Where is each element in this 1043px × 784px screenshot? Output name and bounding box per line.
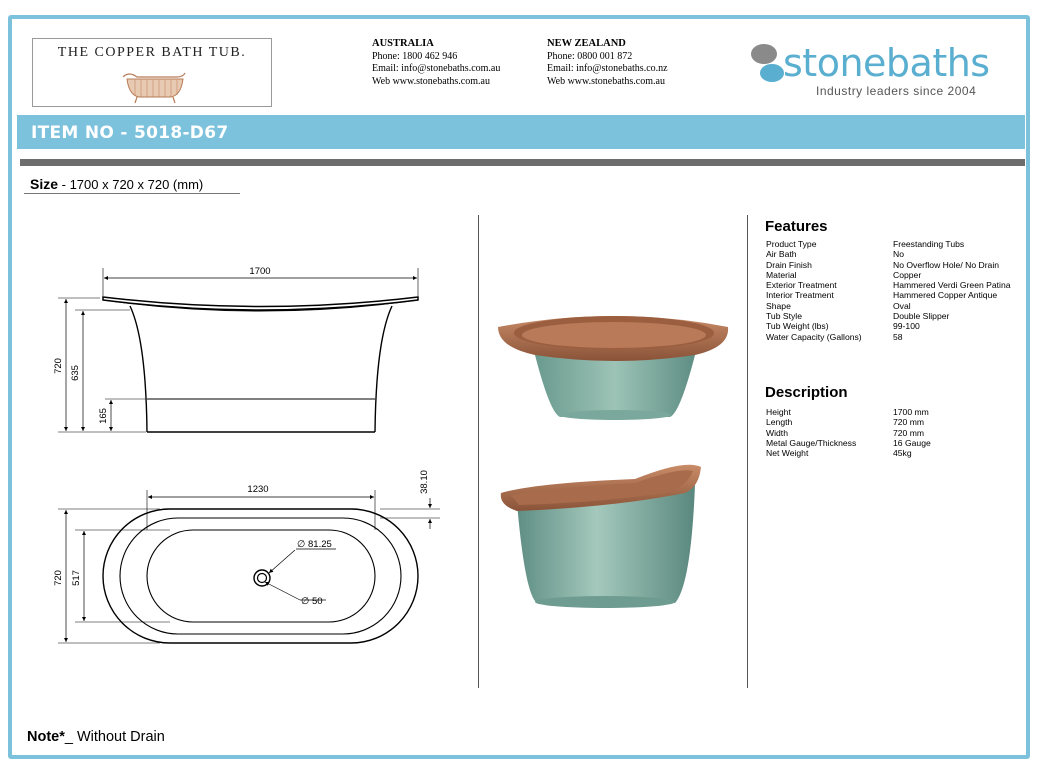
description-key: Net Weight	[766, 448, 809, 459]
contact-phone: Phone: 0800 001 872	[547, 50, 633, 62]
contact-region: AUSTRALIA	[372, 38, 434, 49]
description-row	[766, 417, 931, 427]
size-value: - 1700 x 720 x 720 (mm)	[58, 177, 204, 192]
dim-side-inner: 635	[70, 365, 81, 381]
description-row	[766, 438, 931, 448]
description-title: Description	[765, 384, 848, 401]
contact-new-zealand	[547, 38, 668, 88]
dim-drain-inner: 50	[312, 596, 323, 607]
contact-web: Web www.stonebaths.com.au	[372, 75, 490, 87]
feature-key: Drain Finish	[766, 259, 812, 270]
feature-row	[766, 311, 1011, 321]
feature-value: Double Slipper	[893, 311, 950, 322]
description-value: 720 mm	[893, 417, 925, 428]
description-value: 45kg	[893, 448, 912, 459]
dim-side-base: 165	[98, 408, 109, 424]
feature-key: Material	[766, 269, 797, 280]
description-value: 1700 mm	[893, 407, 929, 417]
feature-row	[766, 260, 1011, 270]
column-divider	[478, 215, 479, 688]
tub-photo-front	[490, 305, 735, 430]
description-key: Metal Gauge/Thickness	[766, 437, 857, 448]
feature-key: Water Capacity (Gallons)	[766, 331, 862, 342]
column-divider	[747, 215, 748, 688]
item-number: ITEM NO - 5018-D67	[31, 123, 229, 143]
feature-key: Shape	[766, 300, 791, 311]
logo-text: THE COPPER BATH TUB.	[57, 45, 247, 60]
description-table	[766, 407, 931, 458]
top-view-drawing	[58, 490, 440, 643]
feature-row	[766, 332, 1011, 342]
stonebaths-wordmark: stonebaths	[783, 41, 990, 85]
feature-value: Hammered Copper Antique	[893, 290, 998, 301]
technical-drawing	[0, 0, 470, 700]
feature-row	[766, 280, 1011, 290]
size-label: Size	[30, 176, 59, 192]
contact-region: NEW ZEALAND	[547, 38, 626, 49]
feature-key: Product Type	[766, 239, 817, 249]
note	[27, 729, 165, 745]
feature-row	[766, 301, 1011, 311]
contact-phone: Phone: 1800 462 946	[372, 50, 458, 62]
feature-value: No Overflow Hole/ No Drain	[893, 259, 1000, 270]
feature-key: Tub Style	[766, 311, 802, 322]
description-key: Length	[766, 417, 793, 428]
dim-side-length: 1700	[249, 266, 271, 277]
note-text: _ Without Drain	[64, 729, 165, 745]
feature-row	[766, 270, 1011, 280]
description-key: Width	[766, 427, 788, 438]
diameter-symbol: ∅	[297, 539, 306, 550]
feature-key: Interior Treatment	[766, 290, 834, 301]
feature-key: Tub Weight (lbs)	[766, 321, 829, 332]
feature-value: Freestanding Tubs	[893, 239, 965, 249]
tub-photo-angle	[495, 455, 735, 615]
feature-value: Oval	[893, 300, 911, 311]
dim-top-width: 720	[53, 570, 64, 586]
feature-value: 99-100	[893, 321, 920, 332]
features-title: Features	[765, 218, 828, 235]
feature-value: No	[893, 249, 904, 260]
diameter-symbol: ∅	[301, 596, 310, 607]
features-table	[766, 239, 1011, 342]
note-label: Note*	[27, 729, 65, 745]
feature-value: Hammered Verdi Green Patina	[893, 280, 1011, 291]
feature-value: 58	[893, 331, 903, 342]
contact-web: Web www.stonebaths.com.au	[547, 75, 665, 87]
description-row	[766, 448, 931, 458]
dim-top-inner-length: 1230	[247, 484, 269, 495]
description-row	[766, 428, 931, 438]
feature-row	[766, 290, 1011, 300]
feature-row	[766, 321, 1011, 331]
contact-email: Email: info@stonebaths.co.nz	[547, 63, 668, 74]
description-value: 16 Gauge	[893, 437, 931, 448]
feature-row	[766, 239, 1011, 249]
description-value: 720 mm	[893, 427, 925, 438]
dim-top-inner-width: 517	[71, 570, 82, 586]
stonebaths-tagline: Industry leaders since 2004	[816, 84, 977, 98]
feature-key: Air Bath	[766, 249, 797, 260]
description-key: Height	[766, 407, 791, 417]
feature-value: Copper	[893, 269, 922, 280]
side-view-drawing	[58, 268, 418, 432]
feature-key: Exterior Treatment	[766, 280, 837, 291]
dim-side-height: 720	[53, 358, 64, 374]
feature-row	[766, 249, 1011, 259]
dim-top-rim: 38.10	[419, 470, 430, 494]
description-row	[766, 407, 931, 417]
dim-drain-outer: 81.25	[308, 539, 332, 550]
contact-email: Email: info@stonebaths.com.au	[372, 63, 501, 74]
